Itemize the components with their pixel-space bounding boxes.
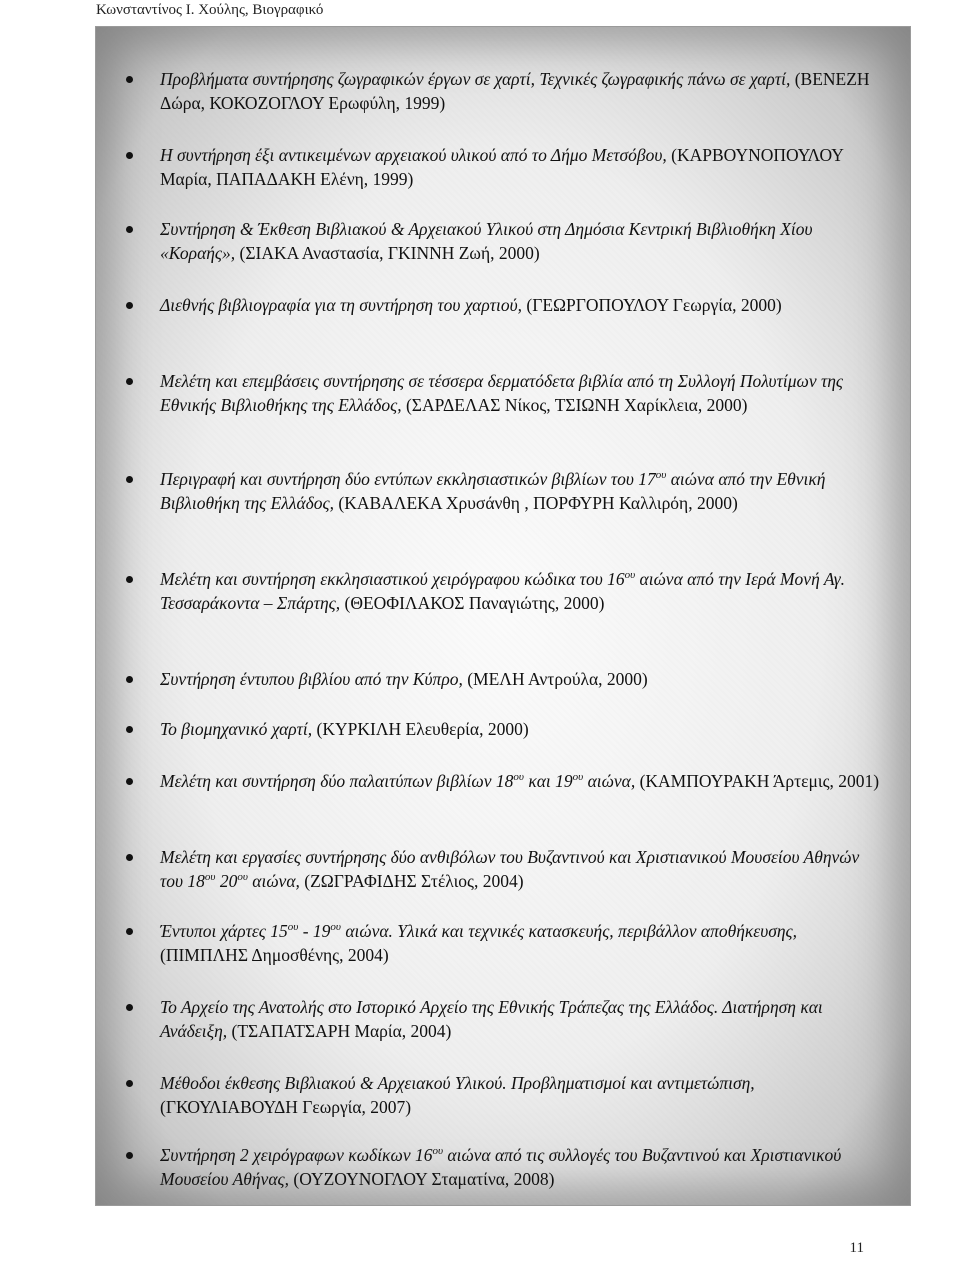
bullet-icon [126,226,133,233]
entry-authors: (ΓΕΩΡΓΟΠΟΥΛΟΥ Γεωργία, 2000) [522,295,782,315]
entry-title: Έντυποι χάρτες $15^{o\upsilon} - 19^{o\upsilon}$ αιώνα. Υλικά και τεχνικές κατασκευής, περιβάλλον αποθήκευσης, [160,921,798,941]
list-item [160,845,880,893]
list-item [160,667,880,691]
running-header: Κωνσταντίνος Ι. Χούλης, Βιογραφικό [96,2,324,18]
bullet-icon [126,152,133,159]
list-item [160,995,880,1043]
list-item [160,67,880,115]
list-item [160,293,880,317]
entry-authors: (ΤΣΑΠΑΤΣΑΡΗ Μαρία, 2004) [227,1021,452,1041]
entry-title: Το βιομηχανικό χαρτί, [160,719,313,739]
bullet-icon [126,778,133,785]
entry-authors: (ΣΑΡΔΕΛΑΣ Νίκος, ΤΣΙΩΝΗ Χαρίκλεια, 2000) [401,395,748,415]
entry-authors: (ΚΥΡΚΙΛΗ Ελευθερία, 2000) [312,719,529,739]
decorative-page-frame [95,26,911,1206]
entry-authors: (ΒΕΝΕΖΗ Δώρα, ΚΟΚΟΖΟΓΛΟΥ Ερωφύλη, 1999) [160,69,870,113]
list-item [160,769,880,793]
entry-title: Διεθνής βιβλιογραφία για τη συντήρηση του χαρτιού, [160,295,523,315]
list-item [160,567,880,615]
bullet-icon [126,854,133,861]
entry-title: Το Αρχείο της Ανατολής στο Ιστορικό Αρχείο της Εθνικής Τράπεζας της Ελλάδος. Διατήρηση και Ανάδειξη, [160,997,823,1041]
entry-title: Μελέτη και εργασίες συντήρησης δύο ανθιβόλων του Βυζαντινού και Χριστιανικού Μουσείου Αθηνών του $18^{o\upsilon}$ $20^{o\upsilon}$ αιώνα, [160,847,860,891]
entry-authors: (ΜΕΛΗ Αντρούλα, 2000) [462,669,648,689]
entry-authors: (ΟΥΖΟΥΝΟΓΛΟΥ Σταματίνα, 2008) [289,1169,555,1189]
bibliography-list [96,27,910,1205]
entry-title: Μελέτη και συντήρηση εκκλησιαστικού χειρόγραφου κώδικα του $16^{o\upsilon}$ αιώνα από την Ιερά Μονή Αγ. Τεσσαράκοντα – Σπάρτης, [160,569,845,613]
list-item [160,717,880,741]
bullet-icon [126,1152,133,1159]
list-item [160,467,880,515]
entry-title: Περιγραφή και συντήρηση δύο εντύπων εκκλησιαστικών βιβλίων του $17^{o\upsilon}$ αιώνα από την Εθνική Βιβλιοθήκη της Ελλάδος, [160,469,826,513]
list-item [160,217,880,265]
bullet-icon [126,676,133,683]
bullet-icon [126,378,133,385]
entry-authors: (ΘΕΟΦΙΛΑΚΟΣ Παναγιώτης, 2000) [340,593,605,613]
entry-title: Συντήρηση έντυπου βιβλίου από την Κύπρο, [160,669,463,689]
entry-authors: (ΣΙΑΚΑ Αναστασία, ΓΚΙΝΝΗ Ζωή, 2000) [235,243,540,263]
entry-authors: (ΓΚΟΥΛΙΑΒΟΥΔΗ Γεωργία, 2007) [160,1097,412,1117]
bullet-icon [126,302,133,309]
bullet-icon [126,726,133,733]
entry-title: Η συντήρηση έξι αντικειμένων αρχειακού υλικού από το Δήμο Μετσόβου, [160,145,667,165]
bullet-icon [126,1080,133,1087]
bullet-icon [126,1004,133,1011]
entry-title: Προβλήματα συντήρησης ζωγραφικών έργων σε χαρτί, Τεχνικές ζωγραφικής πάνω σε χαρτί, [160,69,791,89]
entry-authors: (ΚΑΡΒΟΥΝΟΠΟΥΛΟΥ Μαρία, ΠΑΠΑΔΑΚΗ Ελένη, 1999) [160,145,844,189]
list-item [160,1071,880,1119]
entry-title: Μελέτη και συντήρηση δύο παλαιτύπων βιβλίων $18^{o\upsilon}$ και $19^{o\upsilon}$ αιώνα, [160,771,636,791]
bullet-icon [126,928,133,935]
entry-authors: (ΚΑΒΑΛΕΚΑ Χρυσάνθη , ΠΟΡΦΥΡΗ Καλλιρόη, 2000) [334,493,738,513]
bullet-icon [126,76,133,83]
list-item [160,1143,880,1191]
bullet-icon [126,476,133,483]
list-item [160,919,880,967]
entry-title: Συντήρηση 2 χειρόγραφων κωδίκων $16^{o\upsilon}$ αιώνα από τις συλλογές του Βυζαντινού και Χριστιανικού Μουσείου Αθήνας, [160,1145,842,1189]
entry-authors: (ΠΙΜΠΛΗΣ Δημοσθένης, 2004) [160,945,389,965]
page-number: 11 [849,1240,864,1256]
entry-title: Συντήρηση & Έκθεση Βιβλιακού & Αρχειακού Υλικού στη Δημόσια Κεντρική Βιβλιοθήκη Χίου «Κοραής», [160,219,813,263]
entry-title: Μελέτη και επεμβάσεις συντήρησης σε τέσσερα δερματόδετα βιβλία από τη Συλλογή Πολυτίμων της Εθνικής Βιβλιοθήκης της Ελλάδος, [160,371,844,415]
entry-title: Μέθοδοι έκθεσης Βιβλιακού & Αρχειακού Υλικού. Προβληματισμοί και αντιμετώπιση, [160,1073,755,1093]
entry-authors: (ΖΩΓΡΑΦΙΔΗΣ Στέλιος, 2004) [299,871,524,891]
bullet-icon [126,576,133,583]
entry-authors: (ΚΑΜΠΟΥΡΑΚΗ Άρτεμις, 2001) [635,771,880,791]
list-item [160,369,880,417]
list-item [160,143,880,191]
